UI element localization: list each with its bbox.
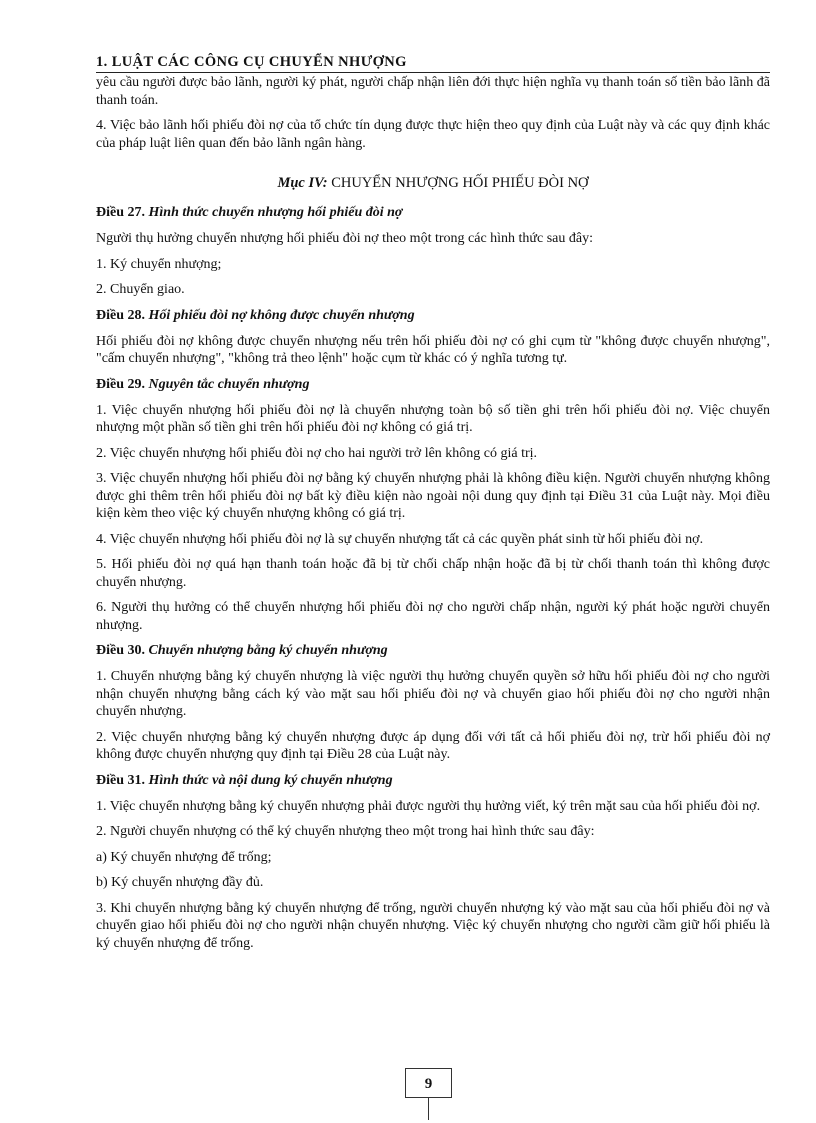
article-paragraph: 4. Việc chuyển nhượng hối phiếu đòi nợ là sự chuyển nhượng tất cả các quyền phát sinh từ hối phiếu đòi nợ. <box>96 531 704 547</box>
article-heading <box>96 376 770 394</box>
article-paragraph: a) Ký chuyển nhượng để trống; <box>96 849 272 865</box>
article-title: Hình thức và nội dung ký chuyển nhượng <box>148 772 393 788</box>
article-paragraph: 2. Người chuyển nhượng có thể ký chuyển nhượng theo một trong hai hình thức sau đây: <box>96 824 595 839</box>
section-title: CHUYỂN NHƯỢNG HỐI PHIẾU ĐÒI NỢ <box>327 175 589 191</box>
article-title: Nguyên tắc chuyển nhượng <box>148 376 310 392</box>
article-heading <box>96 772 770 790</box>
document-body <box>96 74 770 960</box>
article-number: Điều 29. <box>96 376 149 392</box>
article-paragraph: 1. Việc chuyển nhượng bằng ký chuyển nhượng phải được người thụ hưởng viết, ký trên mặt sau của hối phiếu đòi nợ. <box>96 798 761 814</box>
page-number-line <box>428 1098 429 1120</box>
article-title: Chuyển nhượng bằng ký chuyển nhượng <box>148 643 388 658</box>
article-paragraph: 5. Hối phiếu đòi nợ quá hạn thanh toán hoặc đã bị từ chối chấp nhận hoặc đã bị từ chối thanh toán thì không được chuyển nhượng. <box>96 557 770 590</box>
intro-paragraph: 4. Việc bảo lãnh hối phiếu đòi nợ của tổ chức tín dụng được thực hiện theo quy định của Luật này và các quy định khác của pháp luật liên quan đến bảo lãnh ngân hàng. <box>96 118 770 151</box>
article-number: Điều 31. <box>96 772 149 788</box>
article-paragraph: 2. Chuyển giao. <box>96 282 185 297</box>
article-number: Điều 30. <box>96 643 149 658</box>
page-number: 9 <box>424 1076 433 1092</box>
article-paragraph: Người thụ hưởng chuyển nhượng hối phiếu đòi nợ theo một trong các hình thức sau đây: <box>96 231 593 246</box>
article-number: Điều 28. <box>96 307 149 323</box>
header-title: 1. LUẬT CÁC CÔNG CỤ CHUYỂN NHƯỢNG <box>96 54 407 70</box>
article-heading <box>96 642 770 660</box>
article-title: Hối phiếu đòi nợ không được chuyển nhượng <box>148 307 415 323</box>
section-heading <box>96 174 770 192</box>
article-paragraph: 6. Người thụ hưởng có thể chuyển nhượng hối phiếu đòi nợ cho người chấp nhận, người ký phát hoặc người chuyển nhượng. <box>96 600 770 633</box>
article-paragraph: Hối phiếu đòi nợ không được chuyển nhượng nếu trên hối phiếu đòi nợ có ghi cụm từ "không được chuyển nhượng", "cấm chuyển nhượng", "không trả theo lệnh" hoặc cụm từ khác có ý nghĩa tương tự. <box>96 333 770 366</box>
article-paragraph: 2. Việc chuyển nhượng bằng ký chuyển nhượng được áp dụng đối với tất cả hối phiếu đòi nợ, trừ hối phiếu đòi nợ không được chuyển nhượng quy định tại Điều 28 của Luật này. <box>96 729 770 762</box>
article-paragraph: 2. Việc chuyển nhượng hối phiếu đòi nợ cho hai người trở lên không có giá trị. <box>96 445 538 461</box>
article-paragraph: 1. Ký chuyển nhượng; <box>96 256 222 272</box>
article-number: Điều 27. <box>96 205 149 220</box>
article-paragraph: 1. Chuyển nhượng bằng ký chuyển nhượng là việc người thụ hưởng chuyển quyền sở hữu hối phiếu đòi nợ cho người nhận chuyển nhượng bằng cách ký vào mặt sau hối phiếu đòi nợ và chuyển giao hối phiếu đòi nợ cho người nhận chuyển nhượng. <box>96 669 770 719</box>
article-heading <box>96 307 770 325</box>
intro-paragraph: yêu cầu người được bảo lãnh, người ký phát, người chấp nhận liên đới thực hiện nghĩa vụ thanh toán số tiền bảo lãnh đã thanh toán. <box>96 75 770 108</box>
article-heading <box>96 204 770 222</box>
article-paragraph: 1. Việc chuyển nhượng hối phiếu đòi nợ là chuyển nhượng toàn bộ số tiền ghi trên hối phiếu đòi nợ. Việc chuyển nhượng một phần số tiền ghi trên hối phiếu đòi nợ không có giá trị. <box>96 402 770 435</box>
section-lead: Mục IV: <box>277 175 328 191</box>
article-paragraph: b) Ký chuyển nhượng đầy đủ. <box>96 875 264 890</box>
page-number-box <box>405 1068 452 1098</box>
document-header <box>96 54 770 73</box>
article-paragraph: 3. Việc chuyển nhượng hối phiếu đòi nợ bằng ký chuyển nhượng phải là không điều kiện. Người chuyển nhượng không được ghi thêm trên hối phiếu đòi nợ bất kỳ điều kiện nào ngoài nội dung quy định tại Điều 31 của Luật này. Mọi điều kiện kèm theo việc ký chuyển nhượng không có giá trị. <box>96 471 770 521</box>
article-title: Hình thức chuyển nhượng hối phiếu đòi nợ <box>148 205 403 220</box>
article-paragraph: 3. Khi chuyển nhượng bằng ký chuyển nhượng để trống, người chuyển nhượng ký vào mặt sau của hối phiếu đòi nợ và chuyển giao hối phiếu đòi nợ cho người nhận chuyển nhượng. Việc ký chuyển nhượng cho người cầm giữ hối phiếu là ký chuyển nhượng để trống. <box>96 900 770 951</box>
